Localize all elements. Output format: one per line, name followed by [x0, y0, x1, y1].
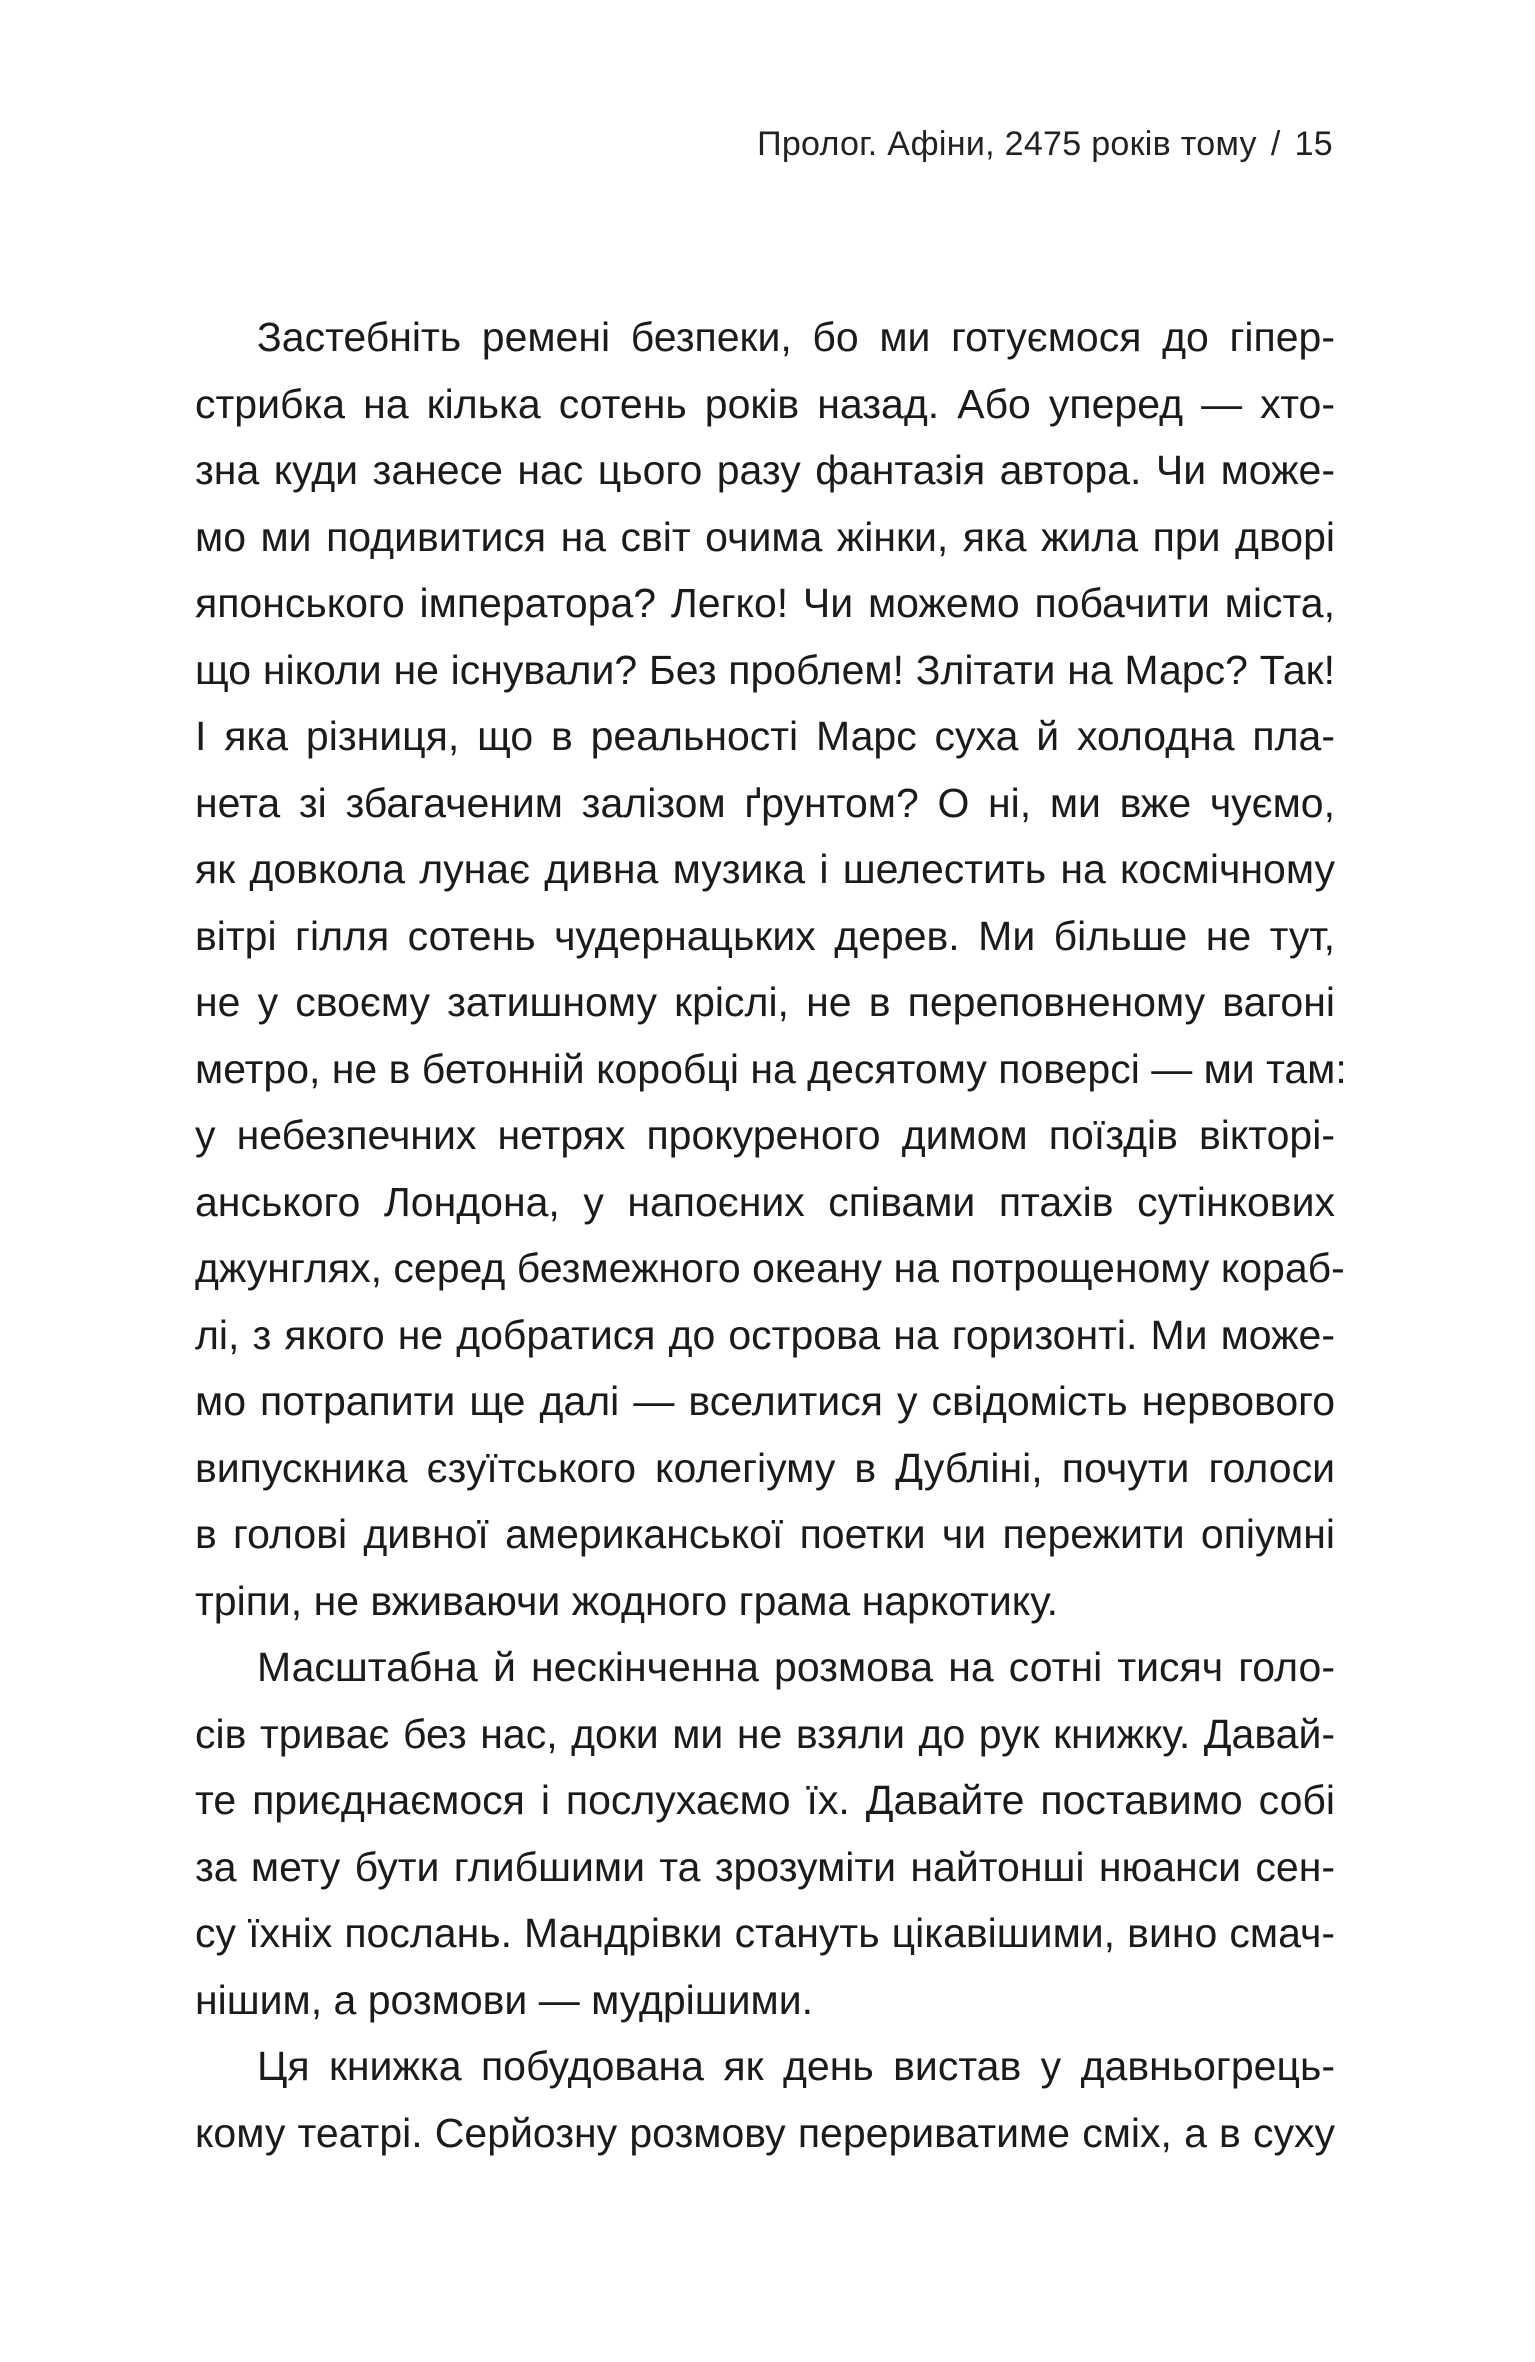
- text-line: не у своєму затишному кріслі, не в переповненому вагоні: [195, 979, 1335, 1025]
- text-line: вітрі гілля сотень чудернацьких дерев. Ми більше не тут,: [195, 912, 1335, 959]
- text-line: джунглях, серед безмежного океану на потрощеному кораб-: [195, 1245, 1345, 1291]
- text-line: те приєднаємося і послухаємо їх. Давайте поставимо собі: [195, 1777, 1335, 1823]
- text-line: як довкола лунає дивна музика і шелестить на космічному: [195, 846, 1335, 892]
- text-line: Застебніть ремені безпеки, бо ми готуємося до гіпер-: [257, 314, 1335, 360]
- text-line: анського Лондона, у напоєних співами птахів сутінкових: [195, 1178, 1335, 1225]
- text-line: зна куди занесе нас цього разу фантазія автора. Чи може-: [195, 447, 1335, 493]
- text-line: за мету бути глибшими та зрозуміти найтонші нюанси сен-: [195, 1843, 1335, 1890]
- text-line: нета зі збагаченим залізом ґрунтом? О ні, ми вже чуємо,: [195, 779, 1335, 826]
- text-line: Ця книжка побудована як день вистав у давньогрець-: [257, 2043, 1335, 2089]
- body-text: [195, 304, 1347, 2166]
- text-line: І яка різниця, що в реальності Марс суха й холодна пла-: [195, 713, 1335, 759]
- text-line: лі, з якого не добратися до острова на горизонті. Ми може-: [195, 1311, 1335, 1358]
- paragraph: [195, 304, 1347, 1634]
- text-line: у небезпечних нетрях прокуреного димом поїздів вікторі-: [195, 1112, 1335, 1158]
- text-line: метро, не в бетонній коробці на десятому поверсі — ми там:: [195, 1045, 1347, 1092]
- text-line: кому театрі. Серйозну розмову перериватиме сміх, а в суху: [195, 2109, 1335, 2156]
- text-line: що ніколи не існували? Без проблем! Злітати на Марс? Так!: [195, 646, 1335, 693]
- text-line: в голові дивної американської поетки чи пережити опіумні: [195, 1511, 1335, 1557]
- paragraph: [195, 2033, 1335, 2166]
- text-line: тріпи, не вживаючи жодного грама наркотику.: [195, 1577, 1058, 1624]
- paragraph: [195, 1634, 1335, 2033]
- text-line: японського імператора? Легко! Чи можемо побачити міста,: [195, 580, 1335, 626]
- text-line: стрибка на кілька сотень років назад. Або уперед — хто-: [195, 380, 1335, 427]
- text-line: Масштабна й нескінченна розмова на сотні тисяч голо-: [257, 1644, 1335, 1690]
- text-line: мо потрапити ще далі — вселитися у свідомість нервового: [195, 1378, 1335, 1424]
- running-header: [757, 124, 1333, 164]
- running-title: Пролог. Афіни, 2475 років тому: [757, 125, 1257, 163]
- text-line: мо ми подивитися на світ очима жінки, яка жила при дворі: [195, 513, 1335, 560]
- text-line: нішим, а розмови — мудрішими.: [195, 1976, 814, 2023]
- text-line: випускника єзуїтського колегіуму в Дубліні, почути голоси: [195, 1444, 1335, 1491]
- text-line: су їхніх послань. Мандрівки стануть цікавішими, вино смач-: [195, 1910, 1335, 1956]
- header-separator: /: [1270, 125, 1281, 163]
- text-line: сів триває без нас, доки ми не взяли до рук книжку. Давай-: [195, 1710, 1335, 1757]
- page-number: 15: [1294, 125, 1333, 163]
